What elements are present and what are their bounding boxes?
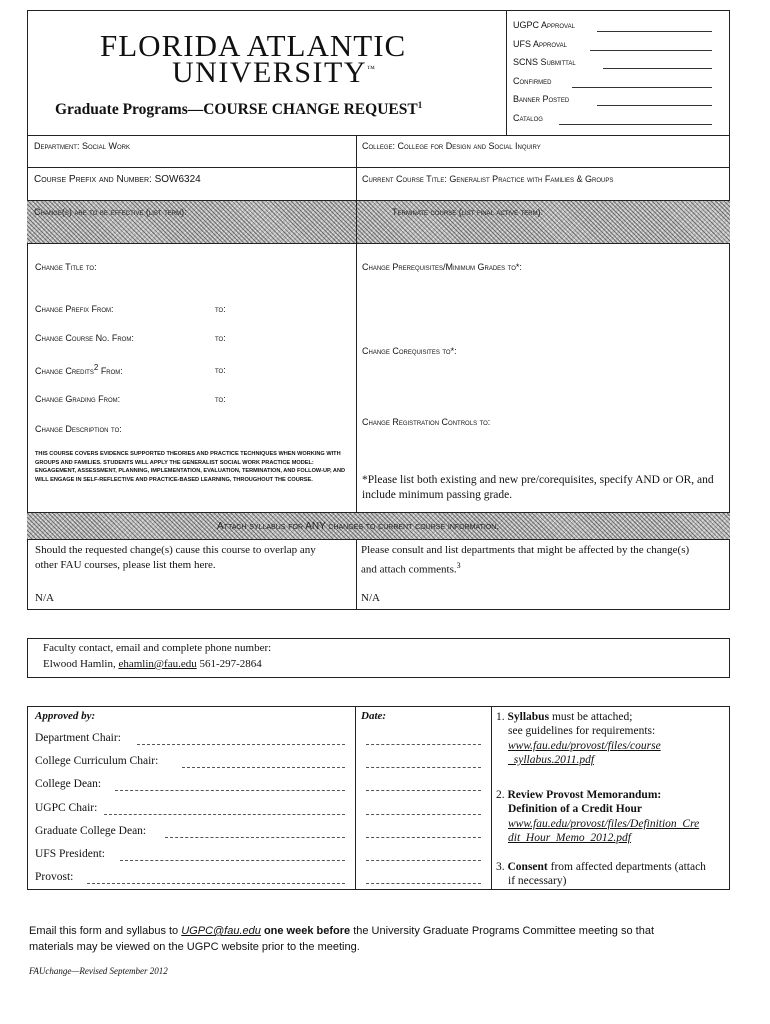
- change-grading-label[interactable]: Change Grading From:: [35, 394, 121, 404]
- date-line[interactable]: [366, 860, 481, 861]
- change-credits-text: Change Credits: [35, 366, 94, 376]
- note-2-link-b[interactable]: dit_Hour_Memo_2012.pdf: [508, 832, 631, 844]
- change-prefix-to: to:: [215, 304, 226, 314]
- change-grading-to: to:: [215, 394, 226, 404]
- signature-label: UFS President:: [35, 848, 105, 860]
- form-title: [55, 100, 422, 119]
- form-title-sup: 1: [417, 100, 423, 110]
- date-line[interactable]: [366, 837, 481, 838]
- change-prefix-label[interactable]: Change Prefix From:: [35, 304, 114, 314]
- note-1: [496, 711, 632, 723]
- note-3-rest: from affected departments (attach: [547, 861, 706, 873]
- note-1-line2: see guidelines for requirements:: [508, 725, 656, 737]
- note-2: [496, 789, 661, 801]
- note-1-link-b[interactable]: _syllabus.2011.pdf: [508, 754, 595, 766]
- date-line[interactable]: [366, 814, 481, 815]
- note-1-link-a[interactable]: www.fau.edu/provost/files/course: [508, 740, 661, 752]
- note-3-line2: if necessary): [508, 875, 567, 887]
- footer-email-link[interactable]: UGPC@fau.edu: [181, 925, 261, 937]
- approval-line[interactable]: [603, 68, 712, 69]
- change-course-no-label[interactable]: Change Course No. From:: [35, 333, 134, 343]
- date-line[interactable]: [366, 790, 481, 791]
- approval-line[interactable]: [590, 50, 712, 51]
- footer-pre: Email this form and syllabus to: [29, 925, 182, 937]
- signature-line[interactable]: [120, 860, 345, 861]
- date-line[interactable]: [366, 883, 481, 884]
- approval-ufs-approval: UFS Approval: [513, 38, 567, 49]
- note-1-rest: must be attached;: [549, 711, 633, 723]
- note-1-bold: Syllabus: [507, 711, 550, 723]
- approval-banner-posted: Banner Posted: [513, 94, 570, 104]
- note-2-bold: Review Provost Memorandum:: [507, 789, 662, 801]
- faculty-email[interactable]: ehamlin@fau.edu: [118, 658, 197, 670]
- col-divider-changes: [356, 244, 357, 610]
- logo-line2: [172, 56, 376, 90]
- faculty-label: Faculty contact, email and complete phone number:: [43, 642, 272, 654]
- consult-question-text: Please consult and list departments that might be affected by the change(s) and attach comments.: [361, 544, 690, 576]
- note-3-bold: Consent: [507, 861, 548, 873]
- overlap-question: Should the requested change(s) cause this course to overlap any other FAU courses, please list them here.: [35, 544, 316, 571]
- signature-label: Graduate College Dean:: [35, 824, 147, 837]
- note-2-link-a[interactable]: www.fau.edu/provost/files/Definition_Cre: [508, 818, 700, 830]
- note-2-bold2: Definition of a Credit Hour: [508, 803, 642, 815]
- date-line[interactable]: [366, 744, 481, 745]
- footer-email-line: [29, 925, 654, 937]
- approval-line[interactable]: [597, 105, 712, 106]
- description-text: THIS COURSE COVERS EVIDENCE SUPPORTED THEORIES AND PRACTICE TECHNIQUES WHEN WORKING WITH GROUPS AND FAMILIES. STUDENTS WILL APPLY THE GENERALIST SOCIAL WORK PRACTICE MODEL: ENGAGEMENT, ASSESSMENT, PLANNING, IMPLEMENTATION, EVALUATION, TERMINATION, AND FOLLOW-UP, AND WILL ENGAGE IN SELF-REFLECTIVE AND PRACTICE-BASED LEARNING, THROUGHOUT THE COURSE.: [35, 451, 346, 483]
- signature-label: Department Chair:: [35, 732, 121, 744]
- logo-university: UNIVERSITY: [172, 56, 367, 89]
- sig-divider-2: [491, 706, 492, 890]
- change-title-label[interactable]: Change Title to:: [35, 262, 97, 272]
- signature-line[interactable]: [104, 814, 345, 815]
- sig-divider-1: [355, 706, 356, 890]
- department-field[interactable]: Department: Social Work: [34, 141, 130, 151]
- note-1-num: 1.: [496, 711, 505, 723]
- approval-confirmed: Confirmed: [513, 75, 552, 86]
- footer-post: the University Graduate Programs Committee meeting so that: [350, 925, 655, 937]
- faculty-phone: 561-297-2864: [196, 658, 262, 670]
- consult-question: [361, 543, 701, 578]
- approval-line[interactable]: [597, 31, 712, 32]
- approved-by-label: Approved by:: [35, 710, 96, 722]
- approval-ugpc-approval: UGPC Approval: [513, 20, 575, 30]
- signature-line[interactable]: [165, 837, 345, 838]
- change-description-label[interactable]: Change Description to:: [35, 424, 122, 434]
- note-2-line2: [508, 803, 642, 815]
- signature-line[interactable]: [115, 790, 345, 791]
- row-line-2: [27, 167, 730, 168]
- signature-line[interactable]: [87, 883, 345, 884]
- prereq-note: *Please list both existing and new pre/corequisites, specify AND or OR, and include minimum passing grade.: [362, 474, 714, 501]
- signature-label: Provost:: [35, 871, 74, 884]
- consult-answer[interactable]: N/A: [361, 592, 380, 604]
- change-credits-label[interactable]: [35, 363, 123, 376]
- signature-line[interactable]: [137, 744, 345, 745]
- approvals-divider: [506, 10, 507, 136]
- change-course-no-to: to:: [215, 333, 226, 343]
- effective-term-label[interactable]: Change(s) are to be effective (list term):: [34, 207, 187, 217]
- revised-note: FAUchange—Revised September 2012: [29, 966, 168, 976]
- form-title-text: Graduate Programs—COURSE CHANGE REQUEST: [55, 101, 418, 119]
- terminate-term-label[interactable]: Terminate course (list final active term):: [392, 207, 544, 217]
- overlap-answer[interactable]: N/A: [35, 592, 54, 604]
- approval-scns-submittal: SCNS Submittal: [513, 57, 576, 67]
- approval-line[interactable]: [559, 124, 712, 125]
- approval-line[interactable]: [572, 87, 712, 88]
- change-credits-to: to:: [215, 365, 226, 375]
- footer-bold: one week before: [260, 925, 351, 937]
- change-coreq-label[interactable]: Change Corequisites to*:: [362, 346, 457, 356]
- change-registration-label[interactable]: Change Registration Controls to:: [362, 417, 491, 427]
- course-prefix-field[interactable]: Course Prefix and Number: SOW6324: [34, 174, 201, 185]
- faculty-contact[interactable]: [43, 658, 262, 670]
- logo-line1: FLORIDA ATLANTIC: [100, 28, 407, 63]
- date-label: Date:: [361, 710, 387, 722]
- note-3-num: 3.: [496, 861, 505, 873]
- signature-label: College Dean:: [35, 778, 102, 791]
- credits-sup: 2: [93, 363, 99, 372]
- date-line[interactable]: [366, 767, 481, 768]
- signature-label: College Curriculum Chair:: [35, 755, 159, 768]
- approval-catalog: Catalog: [513, 112, 543, 123]
- college-field[interactable]: College: College for Design and Social Inquiry: [362, 141, 541, 151]
- change-credits-from: From:: [100, 366, 123, 376]
- current-title-field[interactable]: Current Course Title: Generalist Practice with Families & Groups: [362, 174, 614, 184]
- row-line-1: [27, 135, 730, 136]
- note-3: [496, 861, 706, 873]
- consult-sup: 3: [456, 561, 461, 570]
- band1-divider: [356, 200, 357, 244]
- attach-syllabus-band: [27, 512, 730, 540]
- logo-tm: ™: [367, 64, 377, 73]
- change-prereq-label[interactable]: Change Prerequisites/Minimum Grades to*:: [362, 262, 522, 272]
- col-divider-top: [356, 135, 357, 201]
- note-2-num: 2.: [496, 789, 505, 801]
- attach-syllabus-text: Attach syllabus for ANY changes to current course information.: [217, 521, 500, 532]
- footer-line2: materials may be viewed on the UGPC website prior to the meeting.: [29, 941, 360, 953]
- signature-line[interactable]: [182, 767, 345, 768]
- effective-term-band: [27, 200, 730, 244]
- signature-label: UGPC Chair:: [35, 801, 98, 814]
- faculty-name: Elwood Hamlin,: [43, 658, 119, 670]
